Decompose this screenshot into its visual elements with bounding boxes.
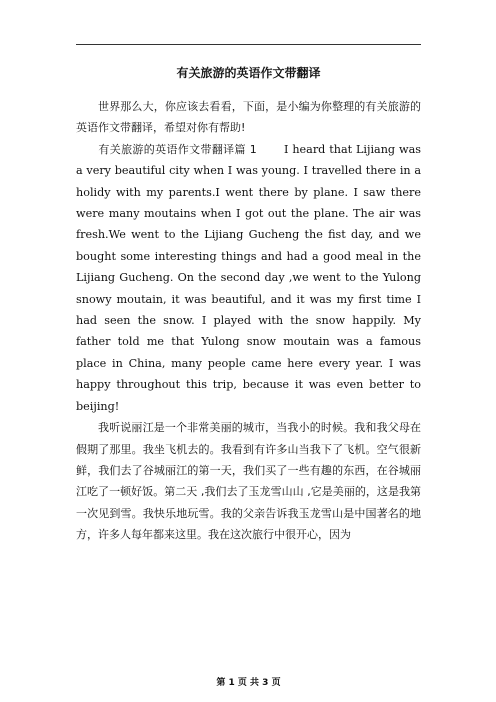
document-body (76, 96, 421, 546)
essay-1-heading: 有关旅游的英语作文带翻译篇 1 (98, 142, 257, 156)
document-title: 有关旅游的英语作文带翻译 (176, 66, 321, 80)
essay-1-translation: 我听说丽江是一个非常美丽的城市，当我小的时候。我和我父母在假期了那里。我坐飞机去的。我看到有许多山当我下了飞机。空气很新鲜，我们去了谷城丽江的第一天，我们买了一些有趣的东西，在谷城丽江吃了一顿好饭。第二天 ,我们去了玉龙雪山山 ,它是美丽的，这是我第一次见到雪。我快乐地玩雪。我的父亲告诉我玉龙雪山是中国著名的地方，许多人每年都来这里。我在这次旅行中很开心，因为 (76, 421, 421, 542)
page-footer: 第 1 页 共 3 页 (216, 678, 281, 688)
intro-paragraph: 世界那么大，你应该去看看，下面，是小编为你整理的有关旅游的英语作文带翻译，希望对你有帮助! (76, 100, 421, 135)
essay-1-paragraph (76, 139, 421, 417)
header-rule (76, 44, 421, 45)
essay-1-english-text: I heard that Lijiang was a very beautiful city when I was young. I travelled there in a holidy with my parents.I went there by plane. I saw there were many moutains when I got out the plane. The air was fresh.We went to the Lijiang Gucheng the fist day, and we bought some interesting things and had a good meal in the Lijiang Gucheng. On the second day ,we went to the Yulong snowy moutain, it was beautiful, and it was my first time I had seen the snow. I played with the snow happily. My father told me that Yulong snow moutain was a famous place in China, many people came here every year. I was happy throughout this trip, because it was even better to beijing! (76, 142, 421, 413)
